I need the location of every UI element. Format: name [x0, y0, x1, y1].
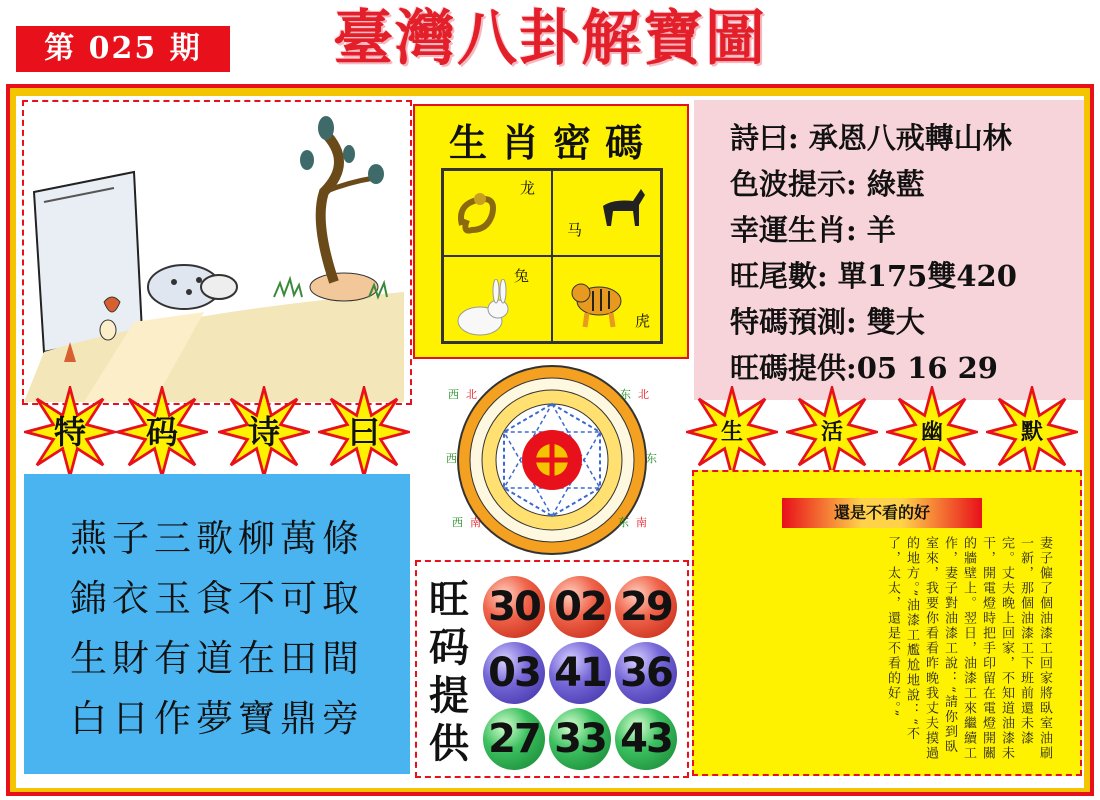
zodiac-cell-rabbit [443, 256, 552, 342]
info-panel [694, 100, 1084, 400]
poem-line: 生財有道在田間 [70, 637, 364, 680]
number-ball: 41 [549, 642, 611, 704]
number-ball: 30 [483, 576, 545, 638]
wheel-label: 东 [620, 388, 631, 401]
zodiac-title: 生肖密碼 [448, 120, 657, 165]
number-ball: 36 [615, 642, 677, 704]
poem-line: 白日作夢寶鼎旁 [70, 697, 364, 740]
number-ball: 02 [549, 576, 611, 638]
wheel-label: 西 [448, 388, 459, 401]
star-text: 特 [53, 413, 86, 451]
poem-line-info: 詩曰: 承恩八戒轉山林 [730, 121, 1012, 155]
star-text: 诗 [247, 413, 280, 451]
star-text: 曰 [347, 413, 380, 451]
wheel-label: 东 [618, 516, 629, 529]
zodiac-label: 马 [567, 221, 583, 239]
star-label [886, 386, 978, 478]
special-prediction: 特碼預測: 雙大 [730, 305, 925, 339]
star-label [24, 386, 116, 478]
number-ball: 27 [483, 708, 545, 770]
story-body: 妻子僱了個油漆工回家將臥室油刷一新，那個油漆工下班前還未漆完。丈夫晚上回家，不知道油漆未干，開電燈時把手印留在電燈開關的牆壁上。翌日，油漆工來繼續工作，妻子對油漆工說：“請你到臥室來，我要你看看昨晚我丈夫摸過的地方。”油漆工尷尬地說：“不了，太太，還是不看的好。” [885, 536, 1052, 761]
zodiac-cell-tiger [552, 256, 661, 342]
zodiac-cell-dragon [443, 170, 552, 256]
cartoon-illustration [24, 102, 410, 403]
cartoon-scene [22, 100, 412, 405]
zodiac-label: 虎 [634, 312, 650, 330]
wheel-label: 东 [646, 452, 657, 465]
star-label [318, 386, 410, 478]
number-ball: 29 [615, 576, 677, 638]
zodiac-cell-horse [552, 170, 661, 256]
wheel-label: 南 [470, 516, 481, 529]
star-text: 码 [145, 413, 178, 451]
zodiac-label: 龙 [519, 179, 535, 197]
story-panel [692, 470, 1082, 776]
number-ball: 33 [549, 708, 611, 770]
wheel-label: 西 [446, 452, 457, 465]
star-text: 幽 [920, 419, 943, 445]
star-label [116, 386, 208, 478]
poem-line: 燕子三歌柳萬條 [70, 517, 364, 560]
star-label [686, 386, 778, 478]
issue-badge: 第 025 期 [16, 26, 230, 72]
star-label [218, 386, 310, 478]
star-text: 活 [820, 419, 843, 445]
tail-numbers: 旺尾數: 單175雙420 [730, 259, 1017, 293]
wheel-label: 北 [638, 388, 649, 401]
star-label [786, 386, 878, 478]
story-title: 還是不看的好 [782, 498, 982, 528]
wheel-label: 北 [466, 388, 477, 401]
number-ball: 03 [483, 642, 545, 704]
poem-panel [24, 474, 410, 774]
poem-line: 錦衣玉食不可取 [70, 577, 364, 620]
number-ball: 43 [615, 708, 677, 770]
horse-icon [593, 181, 657, 237]
tiger-icon [567, 271, 637, 331]
star-text: 默 [1020, 419, 1043, 445]
star-text: 生 [720, 419, 743, 445]
wheel-label: 南 [636, 516, 647, 529]
zodiac-label: 兔 [513, 267, 529, 285]
zodiac-grid [441, 168, 663, 344]
zodiac-code-box [413, 104, 689, 359]
star-label [986, 386, 1078, 478]
page-title: 臺灣八卦解寶圖 [333, 4, 767, 74]
wheel-label: 西 [452, 516, 463, 529]
hot-numbers-label: 旺码提供 [429, 576, 469, 767]
rabbit-icon [450, 279, 520, 339]
hot-numbers: 旺碼提供:05 16 29 [730, 351, 998, 385]
bagua-wheel [440, 360, 665, 560]
color-hint: 色波提示: 綠藍 [730, 167, 925, 201]
lucky-zodiac: 幸運生肖: 羊 [730, 213, 896, 247]
dragon-icon [452, 185, 512, 241]
hot-numbers-panel [415, 560, 689, 778]
